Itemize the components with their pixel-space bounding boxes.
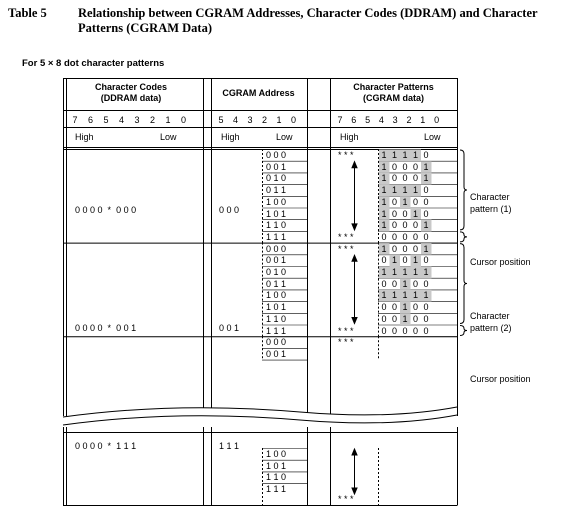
group-last-code-high: 0 0 0 0 [75, 441, 103, 451]
pattern2-label [470, 310, 512, 334]
group2-pattern-bit-5-4: 0 [423, 302, 429, 313]
group2-pattern-bit-4-4: 1 [423, 290, 429, 301]
pattern-bit-2: 2 [406, 115, 412, 125]
address-low-label: Low [276, 132, 293, 142]
group2-addr-row-0: 0 0 0 [266, 243, 287, 254]
address-bit-4: 4 [232, 115, 238, 125]
pattern-bit-5: 5 [365, 115, 371, 125]
group2-pattern-bit-5-1: 0 [392, 302, 398, 313]
codes-header-line2: (DDRAM data) [100, 93, 162, 103]
group2-pattern-bit-1-2: 0 [402, 255, 408, 266]
group2-pattern-bit-2-3: 1 [413, 267, 419, 277]
group2-addr-row-4: 1 0 0 [266, 290, 287, 301]
group2-pattern-bit-5-0: 0 [381, 302, 387, 313]
table-title-line1: Relationship between CGRAM Addresses, Character Codes (DDRAM) and Character [78, 6, 538, 20]
pattern1-label-line1: Character [470, 192, 510, 202]
last-addr-row-3: 1 1 1 [266, 484, 287, 495]
pattern-bit-7: 7 [337, 115, 343, 125]
group1-stars-7: * * * [338, 231, 354, 242]
group2-pattern-bit-0-0: 1 [381, 243, 387, 254]
codes-bit-0: 0 [180, 115, 186, 125]
group1-addr-row-1: 0 0 1 [266, 161, 287, 172]
group2-pattern-bit-6-3: 0 [413, 313, 419, 324]
group2-pattern-bit-0-1: 0 [392, 243, 398, 254]
group-last-code-star: * [107, 441, 112, 451]
group1-pattern-bit-5-3: 1 [413, 208, 419, 219]
group1-pattern-bit-1-1: 0 [392, 161, 398, 172]
group2-pattern-bit-4-1: 1 [392, 290, 398, 301]
group1-pattern-bit-3-4: 0 [423, 185, 429, 196]
group1-pattern-bit-6-1: 0 [392, 220, 398, 231]
group1-stars-0: * * * [338, 150, 354, 160]
group2-code-low: 0 0 1 [116, 323, 137, 333]
group1-pattern-bit-2-2: 0 [402, 173, 408, 184]
last-addr-row-1: 1 0 1 [266, 460, 287, 471]
patterns-header-line2: (CGRAM data) [363, 93, 424, 103]
group2-addr-row-3: 0 1 1 [266, 278, 287, 289]
group2-pattern-bit-3-0: 0 [381, 278, 387, 289]
group2-stars-7: * * * [338, 325, 354, 336]
group2-pattern-bit-4-3: 1 [413, 290, 419, 301]
group1-pattern-bit-4-1: 0 [392, 196, 398, 207]
codes-bit-3: 3 [134, 115, 140, 125]
group2-pattern-bit-4-2: 1 [402, 290, 408, 301]
address-bit-5: 5 [218, 115, 224, 125]
group1-pattern-bit-7-1: 0 [392, 231, 398, 242]
last-stars: * * * [338, 494, 354, 504]
group1-code-high: 0 0 0 0 [75, 205, 103, 215]
pattern1-label [470, 191, 512, 215]
address-bit-3: 3 [247, 115, 253, 125]
codes-bit-2: 2 [149, 115, 155, 125]
group2-pattern-bit-1-4: 0 [423, 255, 429, 266]
group1-pattern-bit-2-0: 1 [381, 173, 387, 184]
group-last-code-low: 1 1 1 [116, 441, 137, 451]
group1-addr-row-7: 1 1 1 [266, 231, 287, 242]
last-addr-row-2: 1 1 0 [266, 472, 287, 483]
group1-addr-row-6: 1 1 0 [266, 220, 287, 231]
group1-pattern-bit-6-3: 0 [413, 220, 419, 231]
partial-stars: * * * [338, 337, 354, 348]
group1-pattern-bit-0-3: 1 [413, 150, 419, 160]
group1-pattern-bit-5-4: 0 [423, 208, 429, 219]
group1-pattern-bit-0-0: 1 [381, 150, 387, 160]
group2-pattern-bit-2-1: 1 [392, 267, 398, 277]
group2-pattern-bit-1-3: 1 [413, 255, 419, 266]
group2-addr-row-1: 0 0 1 [266, 255, 287, 266]
codes-bit-4: 4 [118, 115, 124, 125]
group1-addr-high: 0 0 0 [219, 205, 240, 215]
pattern-bit-3: 3 [392, 115, 398, 125]
group2-pattern-bit-2-0: 1 [381, 267, 387, 277]
group1-pattern-bit-2-4: 1 [423, 173, 429, 184]
group1-pattern-bit-4-0: 1 [381, 196, 387, 207]
group2-pattern-bit-5-3: 0 [413, 302, 419, 313]
address-bit-0: 0 [290, 115, 296, 125]
group2-pattern-bit-7-0: 0 [381, 325, 387, 336]
group1-pattern-bit-6-0: 1 [381, 220, 387, 231]
pattern-bit-1: 1 [420, 115, 426, 125]
codes-high-label: High [75, 132, 94, 142]
codes-bit-5: 5 [103, 115, 109, 125]
group2-pattern-bit-4-0: 1 [381, 290, 387, 301]
group2-pattern-bit-0-4: 1 [423, 243, 429, 254]
group2-pattern-bit-3-2: 1 [402, 278, 408, 289]
partial-addr-row-1: 0 0 1 [266, 348, 287, 359]
group-last-addr-high: 1 1 1 [219, 441, 240, 451]
pattern-low-label: Low [424, 132, 441, 142]
group2-pattern-bit-1-1: 1 [392, 255, 398, 266]
pattern2-label-line1: Character [470, 311, 510, 321]
group2-pattern-bit-7-2: 0 [402, 325, 408, 336]
group1-pattern-bit-7-0: 0 [381, 231, 387, 242]
group2-pattern-bit-2-4: 1 [423, 267, 429, 277]
group1-pattern-bit-4-2: 1 [402, 196, 408, 207]
pattern1-label-line2: pattern (1) [470, 204, 512, 214]
group2-pattern-bit-1-0: 0 [381, 255, 387, 266]
cursor-position-label-1: Cursor position [470, 257, 531, 267]
group2-pattern-bit-2-2: 1 [402, 267, 408, 277]
group1-pattern-bit-5-0: 1 [381, 208, 387, 219]
group2-code-high: 0 0 0 0 [75, 323, 103, 333]
last-addr-row-0: 1 0 0 [266, 449, 287, 459]
group1-pattern-bit-5-2: 0 [402, 208, 408, 219]
group1-pattern-bit-1-3: 0 [413, 161, 419, 172]
group1-pattern-bit-0-1: 1 [392, 150, 398, 160]
group2-pattern-bit-5-2: 1 [402, 302, 408, 313]
group2-pattern-bit-6-0: 0 [381, 313, 387, 324]
group2-pattern-bit-6-2: 1 [402, 313, 408, 324]
group1-pattern-bit-4-4: 0 [423, 196, 429, 207]
group2-pattern-bit-0-2: 0 [402, 243, 408, 254]
group2-addr-row-7: 1 1 1 [266, 325, 287, 336]
group2-stars-0: * * * [338, 243, 354, 254]
group1-code-low: 0 0 0 [116, 205, 137, 215]
group1-code-star: * [107, 205, 112, 215]
group1-pattern-bit-3-1: 1 [392, 185, 398, 196]
group1-pattern-bit-4-3: 0 [413, 196, 419, 207]
patterns-header-line1: Character Patterns [353, 82, 434, 92]
codes-bit-1: 1 [165, 115, 171, 125]
table-title-line2: Patterns (CGRAM Data) [78, 21, 212, 35]
group2-pattern-bit-7-1: 0 [392, 325, 398, 336]
group2-code-star: * [107, 323, 112, 333]
pattern-bit-4: 4 [378, 115, 384, 125]
group1-pattern-bit-6-2: 0 [402, 220, 408, 231]
group1-pattern-bit-1-2: 0 [402, 161, 408, 172]
group2-pattern-bit-0-3: 0 [413, 243, 419, 254]
group1-addr-row-4: 1 0 0 [266, 196, 287, 207]
codes-bit-7: 7 [72, 115, 78, 125]
group2-pattern-bit-6-1: 0 [392, 313, 398, 324]
group1-pattern-bit-1-0: 1 [381, 161, 387, 172]
group1-pattern-bit-3-2: 1 [402, 185, 408, 196]
table-number: Table 5 [8, 6, 47, 20]
group2-pattern-bit-3-3: 0 [413, 278, 419, 289]
codes-header-line1: Character Codes [94, 82, 168, 92]
group2-addr-row-2: 0 1 0 [266, 267, 287, 277]
group1-pattern-bit-0-4: 0 [423, 150, 429, 160]
address-bit-2: 2 [261, 115, 267, 125]
group1-addr-row-2: 0 1 0 [266, 173, 287, 184]
pattern-bit-0: 0 [434, 115, 440, 125]
pattern2-label-line2: pattern (2) [470, 323, 512, 333]
group1-pattern-bit-3-0: 1 [381, 185, 387, 196]
group1-pattern-bit-0-2: 1 [402, 150, 408, 160]
group1-pattern-bit-5-1: 0 [392, 208, 398, 219]
group2-pattern-bit-7-4: 0 [423, 325, 429, 336]
group2-pattern-bit-3-4: 0 [423, 278, 429, 289]
group1-pattern-bit-2-3: 0 [413, 173, 419, 184]
group1-pattern-bit-1-4: 1 [423, 161, 429, 172]
group1-pattern-bit-7-3: 0 [413, 231, 419, 242]
group1-pattern-bit-2-1: 0 [392, 173, 398, 184]
group1-addr-row-3: 0 1 1 [266, 185, 287, 196]
group1-pattern-bit-3-3: 1 [413, 185, 419, 196]
codes-bit-6: 6 [87, 115, 93, 125]
address-high-label: High [221, 132, 240, 142]
group2-addr-row-5: 1 0 1 [266, 302, 287, 313]
pattern-bit-6: 6 [351, 115, 357, 125]
subtitle: For 5 × 8 dot character patterns [22, 58, 165, 69]
cursor-position-label-2: Cursor position [470, 374, 531, 384]
group2-addr-row-6: 1 1 0 [266, 313, 287, 324]
group2-addr-high: 0 0 1 [219, 323, 240, 333]
group1-pattern-bit-7-4: 0 [423, 231, 429, 242]
address-bit-1: 1 [276, 115, 282, 125]
group1-pattern-bit-7-2: 0 [402, 231, 408, 242]
group1-addr-row-0: 0 0 0 [266, 150, 287, 160]
group2-pattern-bit-6-4: 0 [423, 313, 429, 324]
partial-addr-row-0: 0 0 0 [266, 337, 287, 348]
address-header: CGRAM Address [222, 88, 295, 98]
pattern-high-label: High [340, 132, 359, 142]
group2-pattern-bit-7-3: 0 [413, 325, 419, 336]
group2-pattern-bit-3-1: 0 [392, 278, 398, 289]
group1-addr-row-5: 1 0 1 [266, 208, 287, 219]
group1-pattern-bit-6-4: 1 [423, 220, 429, 231]
codes-low-label: Low [160, 132, 177, 142]
